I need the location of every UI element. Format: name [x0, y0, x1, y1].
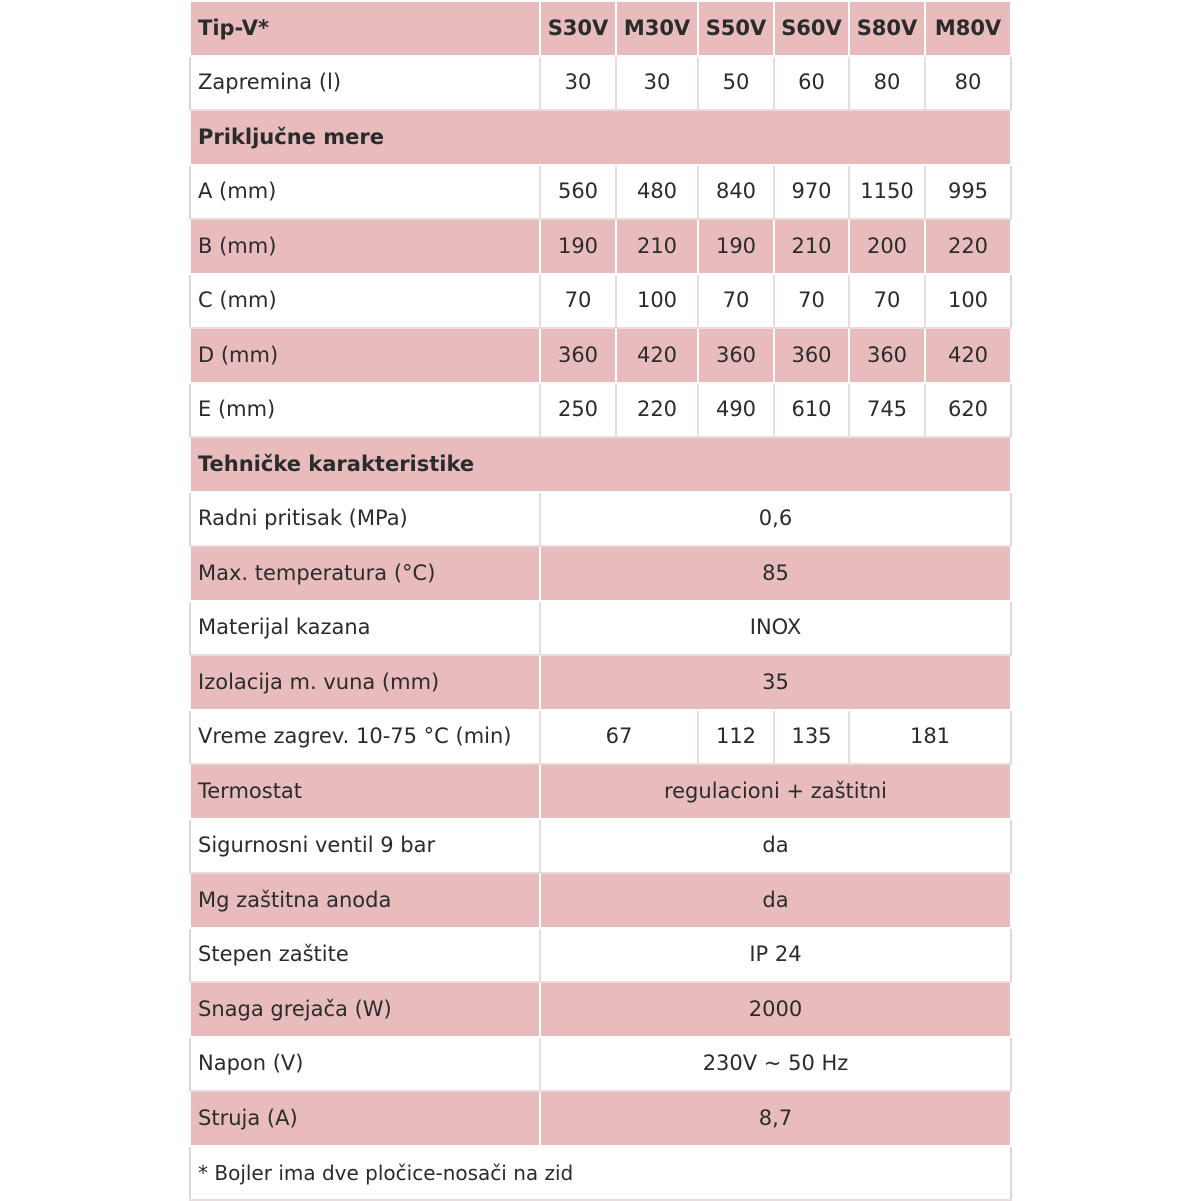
section-heading: Priključne mere: [190, 110, 1011, 165]
row-label: D (mm): [190, 328, 540, 383]
row-label: B (mm): [190, 219, 540, 274]
spec-row-current: [190, 1091, 1011, 1146]
model-m30v: M30V: [616, 1, 698, 56]
cell: 200: [849, 219, 925, 274]
cell: da: [540, 819, 1011, 874]
cell: 560: [540, 165, 616, 220]
section-technical-row: [190, 437, 1011, 492]
cell: 181: [849, 710, 1011, 765]
section-heading: Tehničke karakteristike: [190, 437, 1011, 492]
dimension-row-e: [190, 383, 1011, 438]
spec-table: [189, 0, 1012, 1201]
spec-row-max-temp: [190, 546, 1011, 601]
cell: 100: [925, 274, 1011, 329]
cell: 620: [925, 383, 1011, 438]
cell: 190: [540, 219, 616, 274]
footnote-row: [190, 1146, 1011, 1200]
model-m80v: M80V: [925, 1, 1011, 56]
cell: 210: [774, 219, 849, 274]
cell: 70: [774, 274, 849, 329]
cell: 360: [774, 328, 849, 383]
spec-table-container: [189, 0, 1010, 1200]
spec-row-safety-valve: [190, 819, 1011, 874]
row-label: A (mm): [190, 165, 540, 220]
cell: 360: [849, 328, 925, 383]
spec-row-protection: [190, 928, 1011, 983]
cell: 360: [698, 328, 774, 383]
cell: 420: [616, 328, 698, 383]
row-label: E (mm): [190, 383, 540, 438]
cell: 360: [540, 328, 616, 383]
model-s60v: S60V: [774, 1, 849, 56]
cell: 250: [540, 383, 616, 438]
spec-row-thermostat: [190, 764, 1011, 819]
cell: 135: [774, 710, 849, 765]
cell: 420: [925, 328, 1011, 383]
dimension-row-a: [190, 165, 1011, 220]
header-row: [190, 1, 1011, 56]
row-label: Stepen zaštite: [190, 928, 540, 983]
cell: 210: [616, 219, 698, 274]
row-label: Termostat: [190, 764, 540, 819]
spec-row-power: [190, 982, 1011, 1037]
row-label: Mg zaštitna anoda: [190, 873, 540, 928]
row-label: Napon (V): [190, 1037, 540, 1092]
header-label: Tip-V*: [190, 1, 540, 56]
footnote: * Bojler ima dve pločice-nosači na zid: [190, 1146, 1011, 1200]
cell: 100: [616, 274, 698, 329]
model-s30v: S30V: [540, 1, 616, 56]
cell: 35: [540, 655, 1011, 710]
row-label: Zapremina (l): [190, 56, 540, 111]
cell: 80: [849, 56, 925, 111]
cell: 70: [849, 274, 925, 329]
spec-row-material: [190, 601, 1011, 656]
cell: 995: [925, 165, 1011, 220]
cell: 970: [774, 165, 849, 220]
dimension-row-b: [190, 219, 1011, 274]
row-label: Materijal kazana: [190, 601, 540, 656]
cell: 50: [698, 56, 774, 111]
cell: 840: [698, 165, 774, 220]
cell: 85: [540, 546, 1011, 601]
volume-row: [190, 56, 1011, 111]
cell: da: [540, 873, 1011, 928]
row-label: Struja (A): [190, 1091, 540, 1146]
cell: 70: [698, 274, 774, 329]
cell: 112: [698, 710, 774, 765]
cell: 230V ~ 50 Hz: [540, 1037, 1011, 1092]
row-label: Snaga grejača (W): [190, 982, 540, 1037]
dimension-row-c: [190, 274, 1011, 329]
model-s50v: S50V: [698, 1, 774, 56]
row-label: Max. temperatura (°C): [190, 546, 540, 601]
row-label: Vreme zagrev. 10-75 °C (min): [190, 710, 540, 765]
model-s80v: S80V: [849, 1, 925, 56]
cell: 745: [849, 383, 925, 438]
cell: 70: [540, 274, 616, 329]
cell: 610: [774, 383, 849, 438]
row-label: Sigurnosni ventil 9 bar: [190, 819, 540, 874]
spec-row-voltage: [190, 1037, 1011, 1092]
spec-row-heating-time: [190, 710, 1011, 765]
row-label: Radni pritisak (MPa): [190, 492, 540, 547]
cell: 480: [616, 165, 698, 220]
spec-row-insulation: [190, 655, 1011, 710]
cell: 490: [698, 383, 774, 438]
cell: 30: [540, 56, 616, 111]
cell: 1150: [849, 165, 925, 220]
cell: IP 24: [540, 928, 1011, 983]
spec-row-pressure: [190, 492, 1011, 547]
spec-row-anode: [190, 873, 1011, 928]
cell: 60: [774, 56, 849, 111]
cell: 0,6: [540, 492, 1011, 547]
cell: 30: [616, 56, 698, 111]
cell: 80: [925, 56, 1011, 111]
cell: 8,7: [540, 1091, 1011, 1146]
cell: 190: [698, 219, 774, 274]
cell: 220: [925, 219, 1011, 274]
row-label: C (mm): [190, 274, 540, 329]
cell: 2000: [540, 982, 1011, 1037]
dimension-row-d: [190, 328, 1011, 383]
cell: INOX: [540, 601, 1011, 656]
cell: 220: [616, 383, 698, 438]
cell: regulacioni + zaštitni: [540, 764, 1011, 819]
row-label: Izolacija m. vuna (mm): [190, 655, 540, 710]
section-connection-row: [190, 110, 1011, 165]
cell: 67: [540, 710, 698, 765]
